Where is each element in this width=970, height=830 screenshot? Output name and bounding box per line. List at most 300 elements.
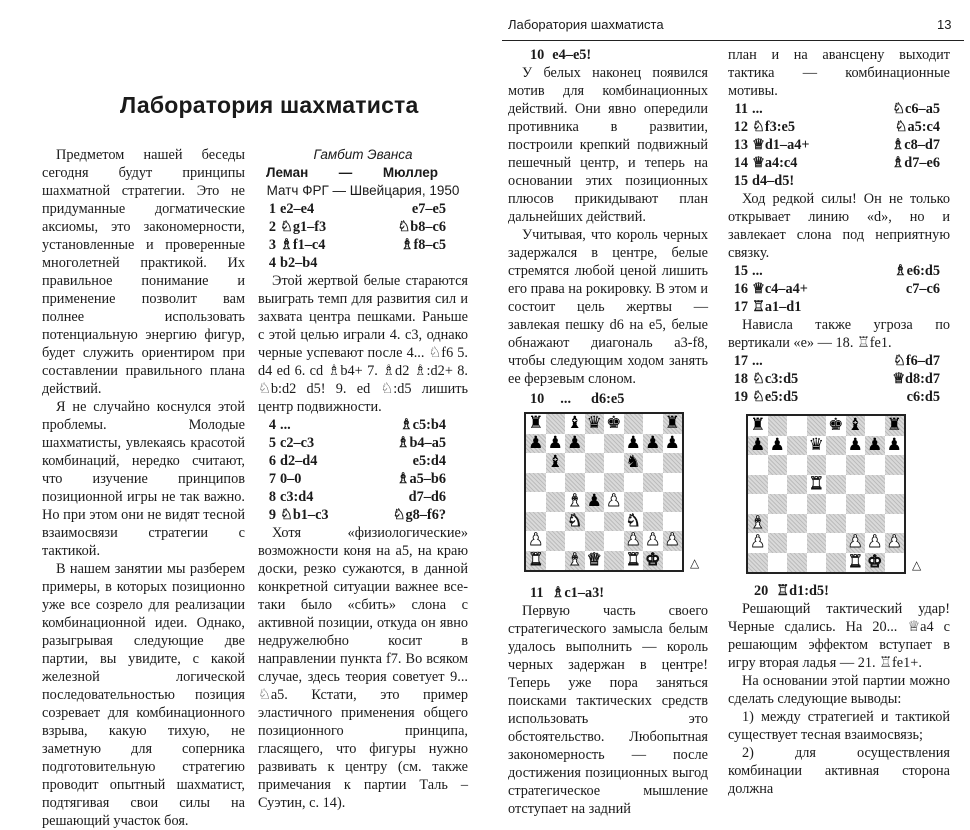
move-row <box>728 280 950 298</box>
board-square <box>624 512 644 532</box>
section-title: Лаборатория шахматиста <box>120 92 419 118</box>
move-row <box>258 254 468 272</box>
move-row <box>258 452 468 470</box>
paragraph: Я не случайно коснулся этой проблемы. Молодые шахматисты, увлекаясь красотой комбинаций, нередко считают, что изучение принципов позиционной игры не так важно. Но при этом они не видят тесной взаимосвязи стратегии с тактикой. <box>42 399 245 559</box>
move-number: 7 <box>268 471 276 487</box>
comment: Хотя «физиологические» возможности коня на а5, на краю доски, резко сужаются, в данной конкретной ситуации важнее все-таки было «сбить» слона с активной позиции, откуда он явно недружелюбно косит в направлении пункта f7. Во всяком случае, здесь теория советует 9... ♘а5. Кстати, это пример эластичного применения общего позиционного принципа, гласящего, что фигуры нужно развивать к центру (см. также примечания к партии Таль – Суэтин, с. 14). <box>258 525 468 811</box>
move-row <box>728 298 950 316</box>
move-number: 4 <box>268 255 276 271</box>
white-pawn-icon: ♟ <box>606 491 622 512</box>
move-white: ♕d1–a4+ <box>752 137 810 153</box>
move-white: ♕c4–a4+ <box>752 281 808 297</box>
board-square <box>526 512 546 532</box>
board-square <box>643 414 663 434</box>
white-pawn-icon: ♟ <box>625 530 641 551</box>
board-square <box>604 414 624 434</box>
board-square <box>807 553 827 573</box>
move-black <box>362 254 468 272</box>
move-row <box>728 172 950 190</box>
black-king-icon: ♚ <box>828 415 844 436</box>
move-white: ♘f3:e5 <box>752 119 795 135</box>
board-square <box>624 453 644 473</box>
board-square <box>846 436 866 456</box>
board-square <box>865 436 885 456</box>
white-player: Леман <box>266 165 309 180</box>
move-white: ♖a1–d1 <box>752 299 802 315</box>
left-column-2 <box>258 146 468 812</box>
move-11 <box>508 584 708 602</box>
comment: Первую часть своего стратегического замысла белым удалось выполнить — король черных задержан в центре! Теперь уже пора заняться поисками тактических средств использовать это обстоятельство. Любопытная закономерность — после достижения позиционных выгод стратегическое мышление отступает на задний <box>508 603 708 817</box>
comment: На основании этой партии можно сделать следующие выводы: <box>728 673 950 707</box>
page-number: 13 <box>937 17 952 32</box>
move-black: ♗b4–a5 <box>396 435 446 451</box>
board-square <box>807 436 827 456</box>
players-line <box>258 164 468 182</box>
black-rook-icon: ♜ <box>750 415 766 436</box>
move-number: 18 <box>733 371 748 387</box>
white-knight-icon: ♞ <box>625 510 641 531</box>
move-row <box>728 136 950 154</box>
comment: план и на авансцену выходит тактика — комбинационные мотивы. <box>728 47 950 99</box>
board-square <box>807 416 827 436</box>
board-square <box>865 514 885 534</box>
move-row <box>258 416 468 434</box>
board-square <box>565 473 585 493</box>
board-square <box>546 414 566 434</box>
black-rook-icon: ♜ <box>664 413 680 434</box>
chess-diagram-2 <box>746 414 926 574</box>
board-square <box>787 494 807 514</box>
board-square <box>787 553 807 573</box>
board-square <box>604 453 624 473</box>
comment: У белых наконец появился мотив для комбинационных действий. Они явно опередили противника в развитии, построили крепкий подвижный пешечный центр, и теперь на основании этих позиционных плюсов прикидывают план дальнейших действий. <box>508 65 708 225</box>
board-square <box>787 416 807 436</box>
move-white: ♘g1–f3 <box>280 219 327 235</box>
move-row <box>258 434 468 452</box>
move-white: c3:d4 <box>280 489 314 505</box>
black-queen-icon: ♛ <box>586 413 602 434</box>
board-square <box>526 473 546 493</box>
white-rook-icon: ♜ <box>625 549 641 570</box>
white-bishop-icon: ♝ <box>567 549 583 570</box>
left-column-1 <box>42 146 245 830</box>
board-square <box>826 436 846 456</box>
board-square <box>565 453 585 473</box>
black-pawn-icon: ♟ <box>664 432 680 453</box>
move-number: 3 <box>268 237 276 253</box>
board-square <box>885 436 905 456</box>
event-line: Матч ФРГ — Швейцария, 1950 <box>266 183 460 198</box>
board-square <box>768 455 788 475</box>
board-square <box>787 475 807 495</box>
board-square <box>787 455 807 475</box>
comment: Этой жертвой белые стараются выиграть темп для развития сил и захвата центра пешками. Раньше с этой целью играли 4. с3, однако черные успевают после 4... ♘f6 5. d4 ed 6. cd ♗b4+ 7. ♗d2 ♗:d2+ 8. ♘b:d2 d5! 9. ed ♘:d5 лишить центр подвижности. <box>258 273 468 415</box>
board-square <box>826 416 846 436</box>
move-number: 11 <box>530 585 544 601</box>
move-number: 15 <box>733 173 748 189</box>
white-king-icon: ♚ <box>867 551 883 572</box>
move-number: 11 <box>734 101 748 117</box>
board-square <box>865 475 885 495</box>
chess-board <box>746 414 906 574</box>
board-square <box>526 453 546 473</box>
board-square <box>663 512 683 532</box>
board-square <box>585 492 605 512</box>
board-square <box>604 473 624 493</box>
board-square <box>846 533 866 553</box>
move-black: ♕d8:d7 <box>892 371 940 387</box>
move-row <box>728 262 950 280</box>
move-black: ♗c5:b4 <box>399 417 446 433</box>
comment: Нависла также угроза по вертикали «е» — 18. ♖fe1. <box>728 317 950 351</box>
board-square <box>565 414 585 434</box>
right-column-2 <box>728 46 950 798</box>
board-square <box>546 551 566 571</box>
board-square <box>663 492 683 512</box>
white-pawn-icon: ♟ <box>664 530 680 551</box>
white-pawn-icon: ♟ <box>528 530 544 551</box>
comment: Учитывая, что король черных задержался в центре, белые стремятся любой ценой лишить его права на рокировку. В этом и состоит цель жертвы — завлекая пешку d6 на е5, белые обнажают диагональ а3-f8, чтобы следующим ходом занять ее ферзевым слоном. <box>508 227 708 387</box>
move-white: ... <box>752 101 763 117</box>
board-square <box>624 531 644 551</box>
board-square <box>826 475 846 495</box>
move-row <box>258 218 468 236</box>
white-pawn-icon: ♟ <box>867 532 883 553</box>
board-square <box>663 434 683 454</box>
header-rule <box>502 40 964 41</box>
moves-table-b <box>258 416 468 524</box>
board-square <box>604 434 624 454</box>
board-square <box>643 531 663 551</box>
move-white: ♗f1–c4 <box>280 237 326 253</box>
board-square <box>604 531 624 551</box>
board-square <box>865 494 885 514</box>
comment: Ход редкой силы! Он не только открывает линию «d», но и завлекает слона под неприятную связку. <box>728 191 950 261</box>
move-row <box>728 154 950 172</box>
move-black: c6:d5 <box>906 389 940 405</box>
move-black: e7–e5 <box>411 201 446 217</box>
board-square <box>663 414 683 434</box>
board-square <box>885 416 905 436</box>
board-square <box>585 453 605 473</box>
board-square <box>787 533 807 553</box>
move-row <box>258 200 468 218</box>
move-white: d4–d5! <box>752 173 795 189</box>
move-white: ♘e5:d5 <box>752 389 799 405</box>
move-row <box>728 388 950 406</box>
players-dash: — <box>338 165 353 180</box>
black-pawn-icon: ♟ <box>867 434 883 455</box>
move-number: 9 <box>268 507 276 523</box>
board-square <box>585 473 605 493</box>
board-square <box>585 434 605 454</box>
board-square <box>885 533 905 553</box>
moves-table-a <box>258 200 468 272</box>
board-square <box>663 551 683 571</box>
white-bishop-icon: ♝ <box>750 512 766 533</box>
board-square <box>604 492 624 512</box>
board-square <box>748 494 768 514</box>
board-square <box>526 531 546 551</box>
board-square <box>643 453 663 473</box>
black-knight-icon: ♞ <box>625 452 641 473</box>
board-square <box>546 492 566 512</box>
board-square <box>546 512 566 532</box>
move-number: 4 <box>268 417 276 433</box>
board-square <box>885 514 905 534</box>
move-row <box>728 370 950 388</box>
board-square <box>807 494 827 514</box>
board-square <box>787 514 807 534</box>
black-player: Мюллер <box>382 165 438 180</box>
board-square <box>526 434 546 454</box>
conclusion-item: 2) для осуществления комбинации активная сторона должна <box>728 745 950 797</box>
board-square <box>807 533 827 553</box>
white-to-move-triangle-icon: △ <box>690 556 700 570</box>
move-number: 19 <box>733 389 748 405</box>
white-knight-icon: ♞ <box>567 510 583 531</box>
diagram1-caption <box>508 390 708 408</box>
board-square <box>768 436 788 456</box>
board-square <box>748 553 768 573</box>
black-rook-icon: ♜ <box>886 415 902 436</box>
move-number: 8 <box>268 489 276 505</box>
black-queen-icon: ♛ <box>808 434 824 455</box>
white-rook-icon: ♜ <box>808 473 824 494</box>
move-black: ♗a5–b6 <box>396 471 446 487</box>
board-square <box>748 436 768 456</box>
board-square <box>768 514 788 534</box>
move-number: 14 <box>733 155 748 171</box>
board-square <box>846 475 866 495</box>
move-number: 1 <box>268 201 276 217</box>
move-row <box>728 100 950 118</box>
move-black: ♗f8–c5 <box>400 237 446 253</box>
move-number: 6 <box>268 453 276 469</box>
move-black: ♘c6–a5 <box>892 101 940 117</box>
move-black: ♘f6–d7 <box>893 353 940 369</box>
paragraph: В нашем занятии мы разберем примеры, в которых позиционно уже все созрело для реализации комбинационной идеи. Однако, разыгрывая следующие две партии, вы увидите, с какой железной логической последовательностью позиция созревает для комбинационного взрыва, какую тихую, не заметную для соперника подготовительную стратегию проводит опытный шахматист, подтягивая свои силы на решающий участок боя. <box>42 561 245 829</box>
white-pawn-icon: ♟ <box>750 532 766 553</box>
move-white: ... <box>752 353 763 369</box>
move-row <box>728 118 950 136</box>
board-square <box>643 492 663 512</box>
move-white: ♗c1–a3! <box>551 585 605 601</box>
move-row <box>258 506 468 524</box>
white-rook-icon: ♜ <box>847 551 863 572</box>
move-number: 2 <box>268 219 276 235</box>
move-black: ♘b8–c6 <box>397 219 446 235</box>
board-square <box>826 494 846 514</box>
board-square <box>643 473 663 493</box>
move-white: ... <box>752 263 763 279</box>
comment: Решающий тактический удар! Черные сдались. На 20... ♕а4 с решающим эффектом вступает в игру вторая ладья — 21. ♖fe1+. <box>728 601 950 671</box>
board-square <box>565 531 585 551</box>
move-number: 17 <box>733 353 748 369</box>
board-square <box>826 553 846 573</box>
move-number: 16 <box>733 281 748 297</box>
board-square <box>624 492 644 512</box>
move-white: d2–d4 <box>280 453 318 469</box>
board-square <box>787 436 807 456</box>
white-rook-icon: ♜ <box>528 549 544 570</box>
board-square <box>565 492 585 512</box>
board-square <box>624 414 644 434</box>
move-black <box>844 298 950 316</box>
move-white: e2–e4 <box>280 201 315 217</box>
move-black: e5:d4 <box>412 453 446 469</box>
board-square <box>885 553 905 573</box>
board-square <box>624 434 644 454</box>
move-white: ♘c3:d5 <box>752 371 799 387</box>
board-square <box>885 475 905 495</box>
move-number: 5 <box>268 435 276 451</box>
move-black: ♗d7–e6 <box>891 155 940 171</box>
black-pawn-icon: ♟ <box>528 432 544 453</box>
white-bishop-icon: ♝ <box>567 491 583 512</box>
board-square <box>546 434 566 454</box>
black-bishop-icon: ♝ <box>847 415 863 436</box>
move-number: 15 <box>733 263 748 279</box>
move-black: ♗e6:d5 <box>893 263 940 279</box>
move-20 <box>728 582 950 600</box>
board-square <box>748 455 768 475</box>
move-white: ... <box>560 391 572 407</box>
board-square <box>807 514 827 534</box>
chess-diagram-1 <box>524 412 704 572</box>
board-square <box>663 473 683 493</box>
black-pawn-icon: ♟ <box>567 432 583 453</box>
board-square <box>585 512 605 532</box>
board-square <box>826 533 846 553</box>
white-pawn-icon: ♟ <box>847 532 863 553</box>
move-row <box>258 488 468 506</box>
white-to-move-triangle-icon: △ <box>912 558 922 572</box>
running-head: Лаборатория шахматиста <box>508 17 664 32</box>
board-square <box>546 531 566 551</box>
board-square <box>604 551 624 571</box>
board-square <box>526 551 546 571</box>
paragraph: Предметом нашей беседы сегодня будут принципы шахматной стратегии. Это не придуманные догматические аксиомы, это закономерности, установленные и проверенные многолетней практикой. Их правильное понимание и применение позволит вам полнее использовать потенциальную энергию фигур, будет служить ориентиром при составлении правильного плана действий. <box>42 147 245 397</box>
board-square <box>604 512 624 532</box>
board-square <box>768 416 788 436</box>
board-square <box>643 512 663 532</box>
board-square <box>768 533 788 553</box>
board-square <box>846 553 866 573</box>
board-square <box>748 475 768 495</box>
board-square <box>526 492 546 512</box>
board-square <box>748 416 768 436</box>
board-square <box>546 473 566 493</box>
board-square <box>624 551 644 571</box>
move-black: ♗c8–d7 <box>891 137 940 153</box>
black-pawn-icon: ♟ <box>586 491 602 512</box>
board-square <box>585 414 605 434</box>
move-row <box>258 470 468 488</box>
board-square <box>846 416 866 436</box>
board-square <box>885 455 905 475</box>
white-queen-icon: ♛ <box>586 549 602 570</box>
board-square <box>826 514 846 534</box>
board-square <box>565 551 585 571</box>
board-square <box>885 494 905 514</box>
move-white: e4–e5! <box>552 47 592 63</box>
left-page <box>0 0 485 829</box>
board-square <box>565 512 585 532</box>
board-square <box>807 455 827 475</box>
board-square <box>865 533 885 553</box>
move-number: 12 <box>733 119 748 135</box>
move-number: 10 <box>530 47 545 63</box>
board-square <box>768 475 788 495</box>
board-square <box>807 475 827 495</box>
move-number: 10 <box>530 391 545 407</box>
board-square <box>865 455 885 475</box>
board-square <box>748 533 768 553</box>
board-square <box>748 514 768 534</box>
board-square <box>585 551 605 571</box>
black-bishop-icon: ♝ <box>547 452 563 473</box>
move-white: ♘b1–c3 <box>280 507 329 523</box>
black-pawn-icon: ♟ <box>769 434 785 455</box>
board-square <box>768 494 788 514</box>
move-black: d6:e5 <box>591 391 625 407</box>
move-white: ♖d1:d5! <box>776 583 829 599</box>
black-pawn-icon: ♟ <box>847 434 863 455</box>
move-white: ♕a4:c4 <box>752 155 798 171</box>
moves-table-d <box>728 262 950 316</box>
board-square <box>865 553 885 573</box>
white-king-icon: ♚ <box>645 549 661 570</box>
move-black: c7–c6 <box>905 281 940 297</box>
board-square <box>768 553 788 573</box>
board-square <box>585 531 605 551</box>
move-black: d7–d6 <box>408 489 446 505</box>
board-square <box>565 434 585 454</box>
opening-name: Гамбит Эванса <box>313 147 413 162</box>
move-number: 17 <box>733 299 748 315</box>
move-white: ... <box>280 417 291 433</box>
move-10 <box>508 46 708 64</box>
conclusion-item: 1) между стратегией и тактикой существует тесная взаимосвязь; <box>728 709 950 743</box>
right-column-1 <box>508 46 708 818</box>
black-bishop-icon: ♝ <box>567 413 583 434</box>
moves-table-e <box>728 352 950 406</box>
board-square <box>846 455 866 475</box>
board-square <box>624 473 644 493</box>
moves-table-c <box>728 100 950 190</box>
board-square <box>663 453 683 473</box>
move-black <box>844 172 950 190</box>
move-white: b2–b4 <box>280 255 318 271</box>
move-white: c2–c3 <box>280 435 315 451</box>
black-pawn-icon: ♟ <box>750 434 766 455</box>
move-number: 20 <box>754 583 769 599</box>
black-rook-icon: ♜ <box>528 413 544 434</box>
move-number: 13 <box>733 137 748 153</box>
board-square <box>663 531 683 551</box>
black-king-icon: ♚ <box>606 413 622 434</box>
move-row <box>258 236 468 254</box>
board-square <box>643 551 663 571</box>
chess-board <box>524 412 684 572</box>
move-black: ♘a5:c4 <box>894 119 940 135</box>
black-pawn-icon: ♟ <box>547 432 563 453</box>
board-square <box>643 434 663 454</box>
board-square <box>546 453 566 473</box>
move-row <box>728 352 950 370</box>
black-pawn-icon: ♟ <box>645 432 661 453</box>
